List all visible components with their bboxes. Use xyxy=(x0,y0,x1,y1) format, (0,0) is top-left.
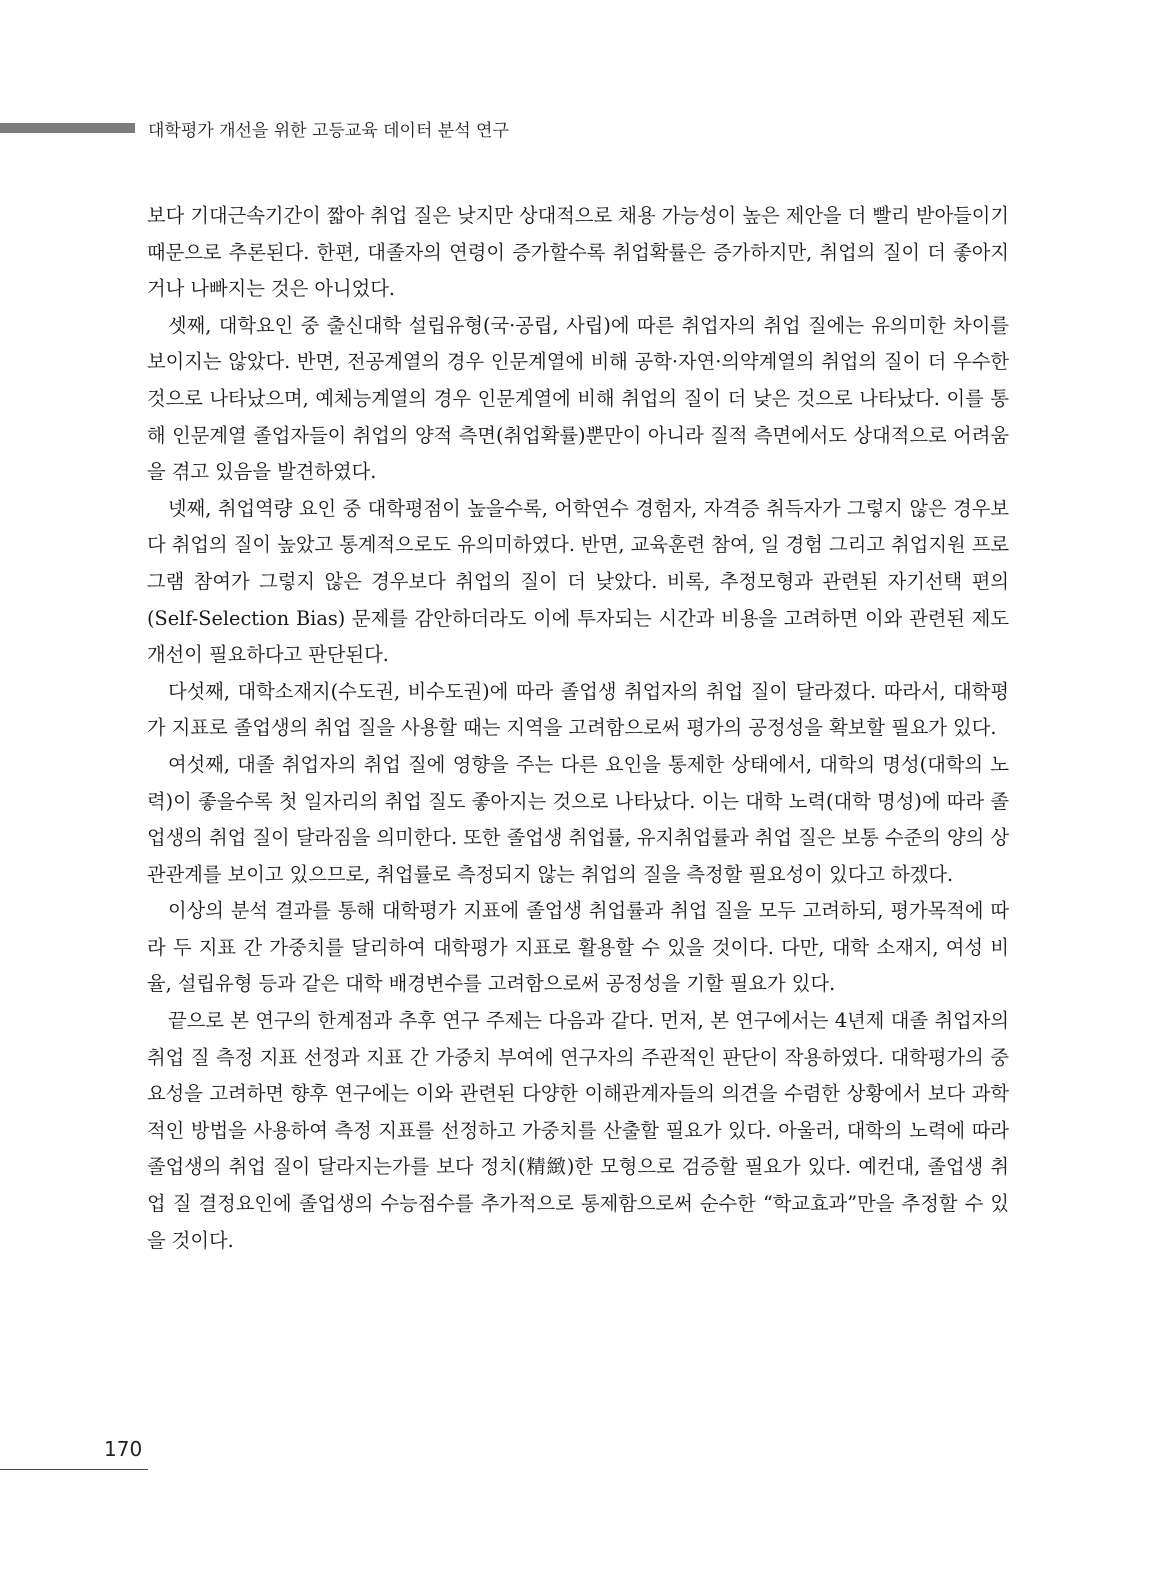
running-header-title: 대학평가 개선을 위한 고등교육 데이터 분석 연구 xyxy=(148,121,509,141)
footer-rule xyxy=(0,1469,148,1470)
header-bar xyxy=(0,123,135,133)
paragraph-3: 넷째, 취업역량 요인 중 대학평점이 높을수록, 어학연수 경험자, 자격증 취득자가 그렇지 않은 경우보다 취업의 질이 높았고 통계적으로도 유의미하였다. 반면, 교육훈련 참여, 일 경험 그리고 취업지원 프로그램 참여가 그렇지 않은 경우보다 취업의 질이 더 낮았다. 비록, 추정모형과 관련된 자기선택 편의(Self-Selection Bias) 문제를 감안하더라도 이에 투자되는 시간과 비용을 고려하면 이와 관련된 제도 개선이 필요하다고 판단된다. xyxy=(147,496,1009,667)
paragraph-7: 끝으로 본 연구의 한계점과 추후 연구 주제는 다음과 같다. 먼저, 본 연구에서는 4년제 대졸 취업자의 취업 질 측정 지표 선정과 지표 간 가중치 부여에 연구자의 주관적인 판단이 작용하였다. 대학평가의 중요성을 고려하면 향후 연구에는 이와 관련된 다양한 이해관계자들의 의견을 수렴한 상황에서 보다 과학적인 방법을 사용하여 측정 지표를 선정하고 가중치를 산출할 필요가 있다. 아울러, 대학의 노력에 따라 졸업생의 취업 질이 달라지는가를 보다 정치(精緻)한 모형으로 검증할 필요가 있다. 예컨대, 졸업생 취업 질 결정요인에 졸업생의 수능점수를 추가적으로 통제함으로써 순수한 “학교효과”만을 추정할 수 있을 것이다. xyxy=(147,1009,1009,1252)
paragraph-1: 보다 기대근속기간이 짧아 취업 질은 낮지만 상대적으로 채용 가능성이 높은 제안을 더 빨리 받아들이기 때문으로 추론된다. 한편, 대졸자의 연령이 증가할수록 취업확률은 증가하지만, 취업의 질이 더 좋아지거나 나빠지는 것은 아니었다. xyxy=(147,204,1009,301)
paragraph-5: 여섯째, 대졸 취업자의 취업 질에 영향을 주는 다른 요인을 통제한 상태에서, 대학의 명성(대학의 노력)이 좋을수록 첫 일자리의 취업 질도 좋아지는 것으로 나타났다. 이는 대학 노력(대학 명성)에 따라 졸업생의 취업 질이 달라짐을 의미한다. 또한 졸업생 취업률, 유지취업률과 취업 질은 보통 수준의 양의 상관관계를 보이고 있으므로, 취업률로 측정되지 않는 취업의 질을 측정할 필요성이 있다고 하겠다. xyxy=(147,752,1009,886)
page-number: 170 xyxy=(104,1437,143,1461)
paragraph-6: 이상의 분석 결과를 통해 대학평가 지표에 졸업생 취업률과 취업 질을 모두 고려하되, 평가목적에 따라 두 지표 간 가중치를 달리하여 대학평가 지표로 활용할 수 있을 것이다. 다만, 대학 소재지, 여성 비율, 설립유형 등과 같은 대학 배경변수를 고려함으로써 공정성을 기할 필요가 있다. xyxy=(147,899,1009,996)
paragraph-4: 다섯째, 대학소재지(수도권, 비수도권)에 따라 졸업생 취업자의 취업 질이 달라졌다. 따라서, 대학평가 지표로 졸업생의 취업 질을 사용할 때는 지역을 고려함으로써 평가의 공정성을 확보할 필요가 있다. xyxy=(147,679,1009,740)
paragraph-2: 셋째, 대학요인 중 출신대학 설립유형(국·공립, 사립)에 따른 취업자의 취업 질에는 유의미한 차이를 보이지는 않았다. 반면, 전공계열의 경우 인문계열에 비해 공학·자연·의약계열의 취업의 질이 더 우수한 것으로 나타났으며, 예체능계열의 경우 인문계열에 비해 취업의 질이 더 낮은 것으로 나타났다. 이를 통해 인문계열 졸업자들이 취업의 양적 측면(취업확률)뿐만이 아니라 질적 측면에서도 상대적으로 어려움을 겪고 있음을 발견하였다. xyxy=(147,313,1009,484)
body-text xyxy=(147,198,1009,1259)
